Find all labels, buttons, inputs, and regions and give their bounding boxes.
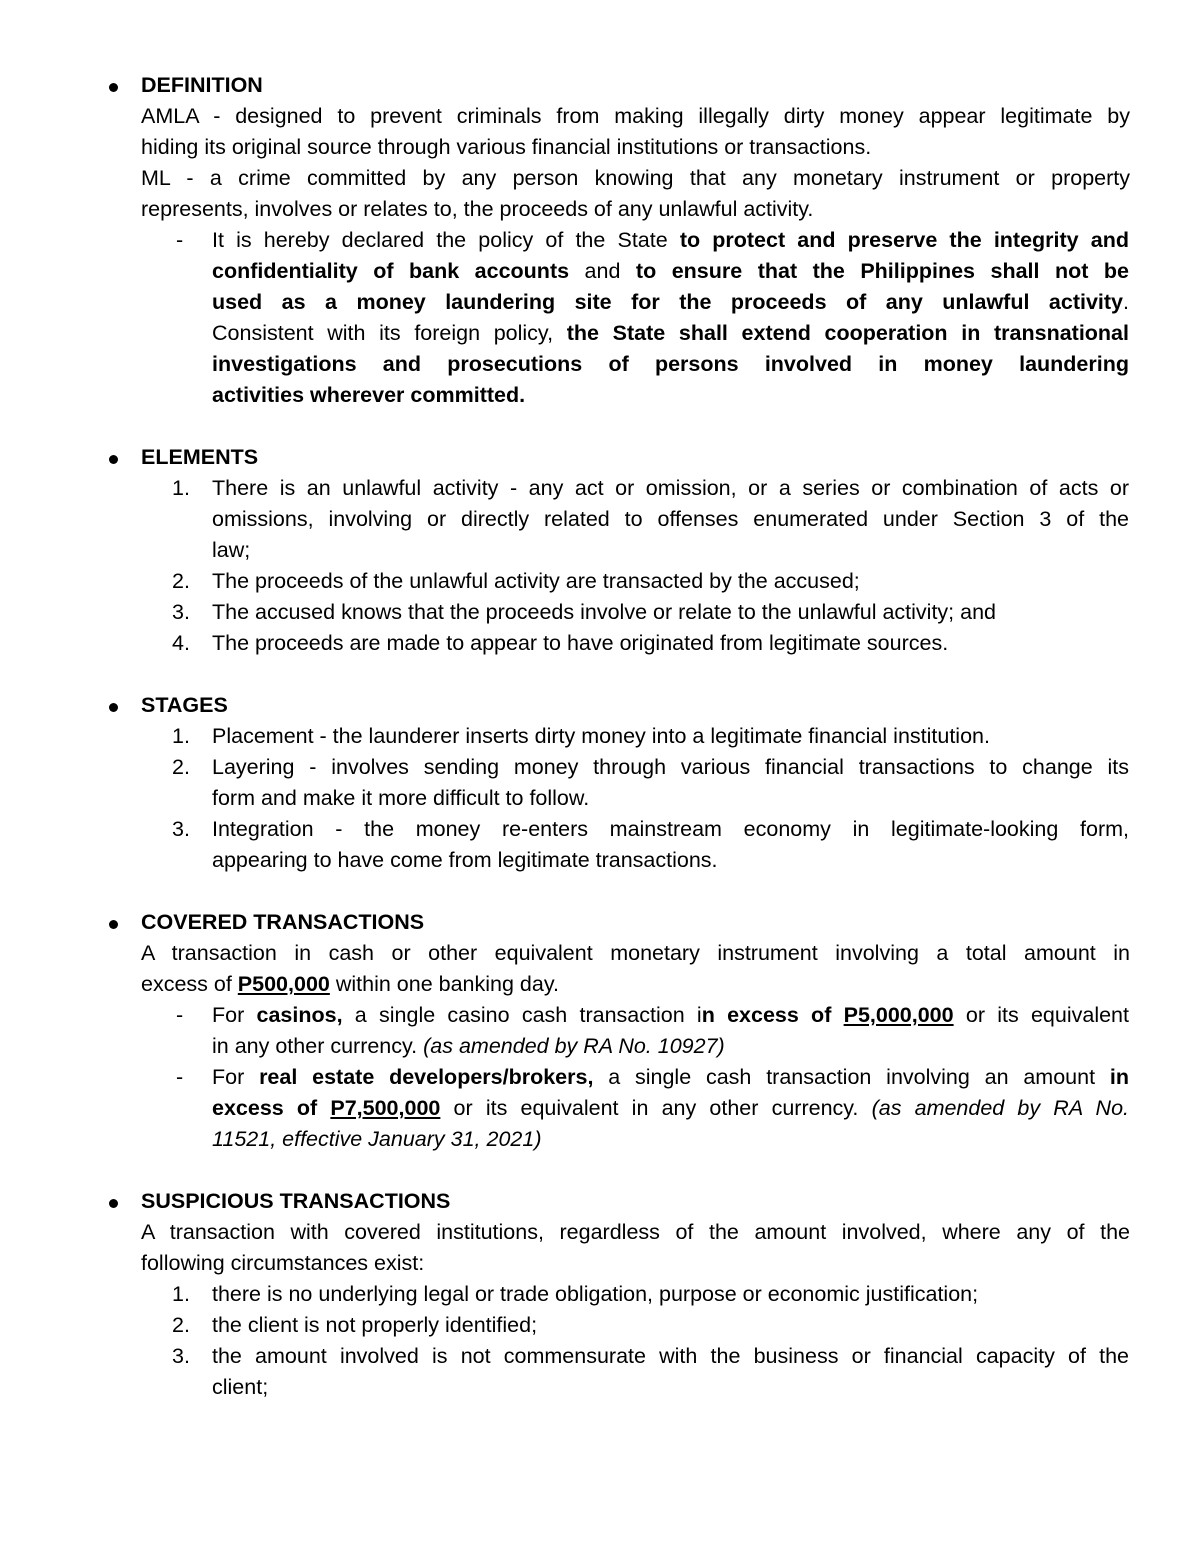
list-item bbox=[0, 1341, 1200, 1372]
section-definition-heading-row bbox=[0, 70, 1200, 101]
list-number: 1. bbox=[172, 476, 190, 500]
bullet-icon bbox=[109, 455, 118, 464]
text-line bbox=[0, 101, 1200, 132]
list-item-line: omissions, involving or directly related to offenses enumerated under Section 3 of the bbox=[212, 507, 1129, 531]
list-number: 3. bbox=[172, 1344, 190, 1368]
text-line bbox=[0, 194, 1200, 225]
amount-threshold: P500,000 bbox=[237, 972, 330, 996]
list-item-line: client; bbox=[212, 1375, 269, 1399]
ml-definition-line: ML - a crime committed by any person knowing that any monetary instrument or property bbox=[141, 166, 1130, 190]
text-line bbox=[0, 938, 1200, 969]
amendment-note: (as amended by RA No. 10927) bbox=[423, 1034, 725, 1058]
suspicious-definition-line: following circumstances exist: bbox=[141, 1251, 425, 1275]
casinos-text: a single casino cash transaction i bbox=[342, 1003, 702, 1027]
policy-bold: to ensure that the Philippines shall not be bbox=[635, 259, 1129, 283]
dash-marker: - bbox=[176, 1003, 184, 1027]
realestate-bold: real estate developers/brokers, bbox=[259, 1065, 594, 1089]
text-line bbox=[0, 349, 1200, 380]
covered-definition-line: A transaction in cash or other equivalent monetary instrument involving a total amount in bbox=[141, 941, 1130, 965]
section-suspicious-heading-row bbox=[0, 1186, 1200, 1217]
text-line bbox=[0, 163, 1200, 194]
text-line bbox=[0, 225, 1200, 256]
list-item bbox=[0, 721, 1200, 752]
bullet-icon bbox=[109, 83, 118, 92]
list-item-line: The accused knows that the proceeds involve or relate to the unlawful activity; and bbox=[212, 600, 996, 624]
amount-threshold: P7,500,000 bbox=[330, 1096, 441, 1120]
text-line bbox=[0, 1217, 1200, 1248]
covered-text: within one banking day. bbox=[329, 972, 559, 996]
text-line bbox=[0, 287, 1200, 318]
covered-text: excess of bbox=[141, 972, 238, 996]
section-heading: STAGES bbox=[141, 693, 228, 717]
list-item-line: Layering - involves sending money through various financial transactions to change its bbox=[212, 755, 1129, 779]
list-item-line: Placement - the launderer inserts dirty money into a legitimate financial institution. bbox=[212, 724, 990, 748]
list-item bbox=[0, 1310, 1200, 1341]
list-item bbox=[0, 597, 1200, 628]
casinos-text: or its equivalent bbox=[953, 1003, 1129, 1027]
casinos-line bbox=[212, 1031, 725, 1062]
list-item-line: The proceeds of the unlawful activity are transacted by the accused; bbox=[212, 569, 860, 593]
policy-text: It is hereby declared the policy of the State bbox=[212, 228, 680, 252]
text-line bbox=[0, 1248, 1200, 1279]
list-number: 1. bbox=[172, 724, 190, 748]
realestate-bold: excess of bbox=[212, 1096, 331, 1120]
list-number: 4. bbox=[172, 631, 190, 655]
text-line bbox=[0, 256, 1200, 287]
ml-definition-line: represents, involves or relates to, the proceeds of any unlawful activity. bbox=[141, 197, 814, 221]
list-item bbox=[0, 535, 1200, 566]
realestate-line bbox=[212, 1124, 542, 1155]
list-item-line: there is no underlying legal or trade obligation, purpose or economic justification; bbox=[212, 1282, 979, 1306]
policy-bold: the State shall extend cooperation in transnational bbox=[566, 321, 1129, 345]
list-item bbox=[0, 845, 1200, 876]
suspicious-definition-line: A transaction with covered institutions, regardless of the amount involved, where any of the bbox=[141, 1220, 1130, 1244]
realestate-text: or its equivalent in any other currency. bbox=[440, 1096, 872, 1120]
amendment-note: 11521, effective January 31, 2021) bbox=[212, 1127, 542, 1151]
bullet-icon bbox=[109, 1199, 118, 1208]
realestate-line bbox=[212, 1093, 1129, 1124]
list-number: 2. bbox=[172, 569, 190, 593]
amendment-note: (as amended by RA No. bbox=[871, 1096, 1129, 1120]
list-item-line: Integration - the money re-enters mainstream economy in legitimate-looking form, bbox=[212, 817, 1129, 841]
text-line bbox=[0, 1093, 1200, 1124]
section-heading: SUSPICIOUS TRANSACTIONS bbox=[141, 1189, 451, 1213]
list-item-line: There is an unlawful activity - any act or omission, or a series or combination of acts or bbox=[212, 476, 1129, 500]
dash-marker: - bbox=[176, 228, 184, 252]
text-line bbox=[0, 318, 1200, 349]
realestate-bold: in bbox=[1109, 1065, 1129, 1089]
section-heading: COVERED TRANSACTIONS bbox=[141, 910, 425, 934]
list-item bbox=[0, 1279, 1200, 1310]
list-item bbox=[0, 752, 1200, 783]
section-covered-heading-row bbox=[0, 907, 1200, 938]
list-item bbox=[0, 814, 1200, 845]
casinos-text: in any other currency. bbox=[212, 1034, 424, 1058]
text-line bbox=[0, 380, 1200, 411]
casinos-bold: n excess of bbox=[701, 1003, 844, 1027]
text-line bbox=[0, 1124, 1200, 1155]
policy-bold: used as a money laundering site for the proceeds of any unlawful activity bbox=[212, 290, 1124, 314]
list-number: 1. bbox=[172, 1282, 190, 1306]
list-item bbox=[0, 504, 1200, 535]
list-item-line: the client is not properly identified; bbox=[212, 1313, 538, 1337]
policy-line: investigations and prosecutions of persons involved in money laundering bbox=[212, 352, 1129, 376]
section-stages-heading-row bbox=[0, 690, 1200, 721]
text-line bbox=[0, 1062, 1200, 1093]
list-item-line: law; bbox=[212, 538, 251, 562]
section-heading: ELEMENTS bbox=[141, 445, 259, 469]
text-line bbox=[0, 132, 1200, 163]
list-number: 3. bbox=[172, 600, 190, 624]
dash-marker: - bbox=[176, 1065, 184, 1089]
bullet-icon bbox=[109, 703, 118, 712]
realestate-text: For bbox=[212, 1065, 260, 1089]
list-item bbox=[0, 783, 1200, 814]
list-item-line: the amount involved is not commensurate with the business or financial capacity of the bbox=[212, 1344, 1129, 1368]
text-line bbox=[0, 1000, 1200, 1031]
casinos-line bbox=[212, 1000, 1129, 1031]
list-item bbox=[0, 628, 1200, 659]
list-number: 2. bbox=[172, 1313, 190, 1337]
amount-threshold: P5,000,000 bbox=[843, 1003, 954, 1027]
casinos-text: For bbox=[212, 1003, 257, 1027]
list-number: 2. bbox=[172, 755, 190, 779]
policy-line: activities wherever committed. bbox=[212, 383, 526, 407]
amla-definition-line: AMLA - designed to prevent criminals from making illegally dirty money appear legitimate by bbox=[141, 104, 1130, 128]
policy-text: . bbox=[1123, 290, 1129, 314]
amla-definition-line: hiding its original source through various financial institutions or transactions. bbox=[141, 135, 872, 159]
list-item bbox=[0, 566, 1200, 597]
section-elements-heading-row bbox=[0, 442, 1200, 473]
policy-line bbox=[212, 225, 1129, 256]
text-line bbox=[0, 1031, 1200, 1062]
casinos-bold: casinos, bbox=[256, 1003, 343, 1027]
list-item bbox=[0, 1372, 1200, 1403]
policy-text: Consistent with its foreign policy, bbox=[212, 321, 567, 345]
bullet-icon bbox=[109, 920, 118, 929]
list-item-line: The proceeds are made to appear to have originated from legitimate sources. bbox=[212, 631, 949, 655]
policy-text: and bbox=[569, 259, 636, 283]
covered-definition-line bbox=[141, 969, 559, 1000]
policy-bold: to protect and preserve the integrity and bbox=[679, 228, 1129, 252]
list-item-line: form and make it more difficult to follow. bbox=[212, 786, 590, 810]
list-number: 3. bbox=[172, 817, 190, 841]
section-heading: DEFINITION bbox=[141, 73, 263, 97]
policy-line bbox=[212, 256, 1129, 287]
policy-line bbox=[212, 318, 1129, 349]
list-item bbox=[0, 473, 1200, 504]
realestate-line bbox=[212, 1062, 1129, 1093]
realestate-text: a single cash transaction involving an amount bbox=[593, 1065, 1110, 1089]
list-item-line: appearing to have come from legitimate transactions. bbox=[212, 848, 718, 872]
policy-line bbox=[212, 287, 1129, 318]
text-line bbox=[0, 969, 1200, 1000]
policy-bold: confidentiality of bank accounts bbox=[212, 259, 570, 283]
